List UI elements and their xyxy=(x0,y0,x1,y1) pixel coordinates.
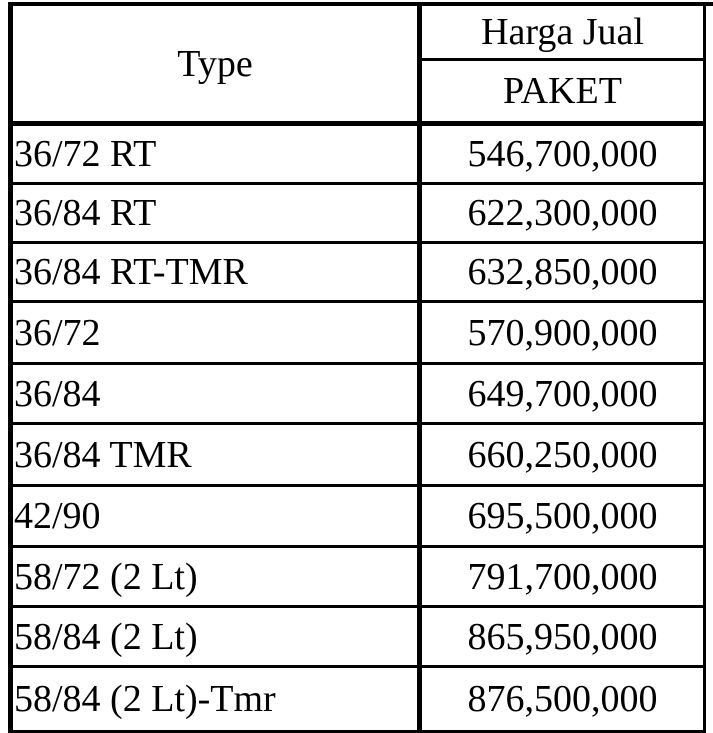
row-type-cell: 36/84 TMR xyxy=(14,433,192,476)
paket-subheader: PAKET xyxy=(503,70,622,112)
row-type-cell: 58/84 (2 Lt) xyxy=(14,615,198,658)
row-price-cell: 695,500,000 xyxy=(467,495,658,537)
row-price-cell: 546,700,000 xyxy=(467,133,658,175)
row-price-cell: 570,900,000 xyxy=(467,311,658,354)
row-price-cell: 876,500,000 xyxy=(467,678,658,720)
harga-jual-header: Harga Jual xyxy=(481,11,644,53)
price-table xyxy=(8,2,713,733)
row-type-cell: 36/84 xyxy=(14,372,101,415)
row-type-cell: 58/84 (2 Lt)-Tmr xyxy=(14,678,276,720)
row-price-cell: 632,850,000 xyxy=(467,251,658,293)
row-type-cell: 36/84 RT xyxy=(14,192,157,234)
row-type-cell: 36/72 xyxy=(14,311,101,354)
row-type-cell: 42/90 xyxy=(14,495,101,537)
row-type-cell: 36/72 RT xyxy=(14,133,157,175)
row-type-cell: 58/72 (2 Lt) xyxy=(14,555,198,598)
table-border-right xyxy=(703,2,706,733)
row-price-cell: 649,700,000 xyxy=(467,372,658,415)
row-price-cell: 622,300,000 xyxy=(467,192,658,234)
row-type-cell: 36/84 RT-TMR xyxy=(14,251,248,293)
row-price-cell: 791,700,000 xyxy=(467,555,658,598)
row-price-cell: 660,250,000 xyxy=(467,433,658,476)
type-column-header: Type xyxy=(177,42,253,85)
row-price-cell: 865,950,000 xyxy=(467,615,658,658)
